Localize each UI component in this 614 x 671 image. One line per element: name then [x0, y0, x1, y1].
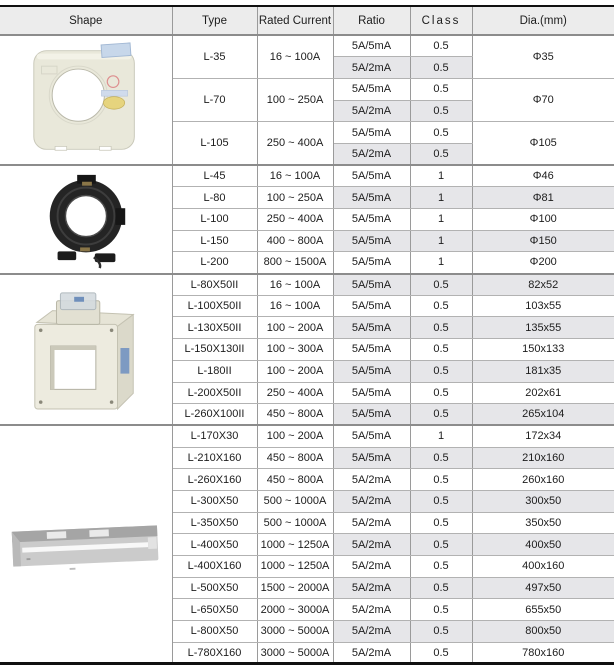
class-cell: 0.5	[410, 274, 472, 296]
header-row	[0, 6, 614, 35]
class-cell: 0.5	[410, 339, 472, 361]
rated-current-cell: 100 ~ 200A	[257, 360, 333, 382]
dia-cell: 260x160	[472, 469, 614, 491]
rated-current-cell: 250 ~ 400A	[257, 382, 333, 404]
type-cell: L-150X130II	[172, 339, 257, 361]
type-cell: L-150	[172, 230, 257, 252]
ratio-cell: 5A/5mA	[333, 360, 410, 382]
shape-cell	[0, 35, 172, 165]
rated-current-cell: 3000 ~ 5000A	[257, 621, 333, 643]
rated-current-cell: 1000 ~ 1250A	[257, 534, 333, 556]
class-cell: 1	[410, 187, 472, 209]
rated-current-cell: 16 ~ 100A	[257, 35, 333, 78]
ratio-cell: 5A/2mA	[333, 599, 410, 621]
dia-cell: 135x55	[472, 317, 614, 339]
spec-table	[0, 5, 614, 665]
rated-current-cell: 500 ~ 1000A	[257, 512, 333, 534]
type-cell: L-80	[172, 187, 257, 209]
class-cell: 0.5	[410, 534, 472, 556]
class-cell: 0.5	[410, 78, 472, 100]
dia-cell: 300x50	[472, 490, 614, 512]
shape-cell	[0, 274, 172, 426]
class-cell: 0.5	[410, 404, 472, 426]
class-cell: 0.5	[410, 469, 472, 491]
ring-ct-image	[35, 213, 137, 225]
ratio-cell: 5A/2mA	[333, 577, 410, 599]
type-cell: L-500X50	[172, 577, 257, 599]
rated-current-cell: 400 ~ 800A	[257, 230, 333, 252]
table-row	[0, 274, 614, 296]
class-cell: 1	[410, 209, 472, 231]
ratio-cell: 5A/2mA	[333, 642, 410, 664]
type-cell: L-70	[172, 78, 257, 121]
ratio-cell: 5A/5mA	[333, 165, 410, 187]
shape-cell	[0, 165, 172, 273]
dia-cell: 497x50	[472, 577, 614, 599]
dia-cell: Φ150	[472, 230, 614, 252]
ratio-cell: 5A/5mA	[333, 295, 410, 317]
class-cell: 0.5	[410, 360, 472, 382]
class-cell: 0.5	[410, 382, 472, 404]
dia-cell: Φ100	[472, 209, 614, 231]
ratio-cell: 5A/5mA	[333, 35, 410, 57]
class-cell: 0.5	[410, 490, 472, 512]
dia-cell: 210x160	[472, 447, 614, 469]
ratio-cell: 5A/5mA	[333, 317, 410, 339]
dia-cell: 780x160	[472, 642, 614, 664]
ratio-cell: 5A/2mA	[333, 469, 410, 491]
dia-cell: 150x133	[472, 339, 614, 361]
column-header-type: Type	[172, 6, 257, 35]
table-row	[0, 165, 614, 187]
class-cell: 1	[410, 165, 472, 187]
rated-current-cell: 100 ~ 200A	[257, 317, 333, 339]
shape-cell	[0, 425, 172, 664]
dia-cell: Φ35	[472, 35, 614, 78]
rated-current-cell: 800 ~ 1500A	[257, 252, 333, 274]
class-cell: 0.5	[410, 122, 472, 144]
ratio-cell: 5A/2mA	[333, 490, 410, 512]
type-cell: L-200	[172, 252, 257, 274]
box-ct-image	[23, 343, 149, 355]
dia-cell: 172x34	[472, 425, 614, 447]
column-header-shape: Shape	[0, 6, 172, 35]
dia-cell: 181x35	[472, 360, 614, 382]
rated-current-cell: 500 ~ 1000A	[257, 490, 333, 512]
rated-current-cell: 16 ~ 100A	[257, 274, 333, 296]
class-cell: 0.5	[410, 143, 472, 165]
dia-cell: 400x50	[472, 534, 614, 556]
ratio-cell: 5A/2mA	[333, 512, 410, 534]
class-cell: 0.5	[410, 100, 472, 122]
ratio-cell: 5A/5mA	[333, 382, 410, 404]
dia-cell: 800x50	[472, 621, 614, 643]
class-cell: 0.5	[410, 35, 472, 57]
dia-cell: 82x52	[472, 274, 614, 296]
type-cell: L-180II	[172, 360, 257, 382]
dia-cell: 103x55	[472, 295, 614, 317]
column-header-rated-current: Rated Current	[257, 6, 333, 35]
rated-current-cell: 450 ~ 800A	[257, 447, 333, 469]
column-header-ratio: Ratio	[333, 6, 410, 35]
ratio-cell: 5A/5mA	[333, 230, 410, 252]
rated-current-cell: 100 ~ 300A	[257, 339, 333, 361]
type-cell: L-350X50	[172, 512, 257, 534]
type-cell: L-300X50	[172, 490, 257, 512]
class-cell: 0.5	[410, 621, 472, 643]
ratio-cell: 5A/5mA	[333, 122, 410, 144]
dia-cell: 350x50	[472, 512, 614, 534]
table-row	[0, 35, 614, 57]
type-cell: L-650X50	[172, 599, 257, 621]
dia-cell: 400x160	[472, 556, 614, 578]
ratio-cell: 5A/5mA	[333, 187, 410, 209]
rated-current-cell: 2000 ~ 3000A	[257, 599, 333, 621]
ratio-cell: 5A/2mA	[333, 100, 410, 122]
ratio-cell: 5A/2mA	[333, 143, 410, 165]
ratio-cell: 5A/2mA	[333, 534, 410, 556]
rated-current-cell: 250 ~ 400A	[257, 122, 333, 165]
rated-current-cell: 16 ~ 100A	[257, 165, 333, 187]
type-cell: L-35	[172, 35, 257, 78]
type-cell: L-260X160	[172, 469, 257, 491]
type-cell: L-100	[172, 209, 257, 231]
dia-cell: 202x61	[472, 382, 614, 404]
type-cell: L-210X160	[172, 447, 257, 469]
type-cell: L-800X50	[172, 621, 257, 643]
column-header-dia: Dia.(mm)	[472, 6, 614, 35]
dia-cell: Φ105	[472, 122, 614, 165]
class-cell: 0.5	[410, 556, 472, 578]
rated-current-cell: 1000 ~ 1250A	[257, 556, 333, 578]
class-cell: 0.5	[410, 599, 472, 621]
column-header-class: Class	[410, 6, 472, 35]
ratio-cell: 5A/5mA	[333, 209, 410, 231]
rated-current-cell: 16 ~ 100A	[257, 295, 333, 317]
type-cell: L-105	[172, 122, 257, 165]
ratio-cell: 5A/2mA	[333, 621, 410, 643]
ratio-cell: 5A/5mA	[333, 404, 410, 426]
rated-current-cell: 100 ~ 250A	[257, 187, 333, 209]
class-cell: 1	[410, 425, 472, 447]
bar-ct-image	[6, 538, 166, 550]
dia-cell: 265x104	[472, 404, 614, 426]
rated-current-cell: 3000 ~ 5000A	[257, 642, 333, 664]
class-cell: 1	[410, 252, 472, 274]
class-cell: 1	[410, 230, 472, 252]
ratio-cell: 5A/5mA	[333, 274, 410, 296]
rated-current-cell: 100 ~ 200A	[257, 425, 333, 447]
ratio-cell: 5A/5mA	[333, 447, 410, 469]
class-cell: 0.5	[410, 295, 472, 317]
type-cell: L-170X30	[172, 425, 257, 447]
type-cell: L-130X50II	[172, 317, 257, 339]
class-cell: 0.5	[410, 512, 472, 534]
dia-cell: Φ81	[472, 187, 614, 209]
ratio-cell: 5A/5mA	[333, 425, 410, 447]
class-cell: 0.5	[410, 447, 472, 469]
ratio-cell: 5A/5mA	[333, 78, 410, 100]
class-cell: 0.5	[410, 642, 472, 664]
ratio-cell: 5A/5mA	[333, 339, 410, 361]
type-cell: L-100X50II	[172, 295, 257, 317]
rated-current-cell: 450 ~ 800A	[257, 404, 333, 426]
type-cell: L-45	[172, 165, 257, 187]
dia-cell: 655x50	[472, 599, 614, 621]
dia-cell: Φ46	[472, 165, 614, 187]
type-cell: L-780X160	[172, 642, 257, 664]
type-cell: L-260X100II	[172, 404, 257, 426]
ratio-cell: 5A/5mA	[333, 252, 410, 274]
dia-cell: Φ200	[472, 252, 614, 274]
type-cell: L-80X50II	[172, 274, 257, 296]
type-cell: L-200X50II	[172, 382, 257, 404]
square-ct-image	[28, 94, 144, 106]
ratio-cell: 5A/2mA	[333, 57, 410, 79]
class-cell: 0.5	[410, 317, 472, 339]
type-cell: L-400X160	[172, 556, 257, 578]
type-cell: L-400X50	[172, 534, 257, 556]
rated-current-cell: 250 ~ 400A	[257, 209, 333, 231]
ratio-cell: 5A/2mA	[333, 556, 410, 578]
class-cell: 0.5	[410, 57, 472, 79]
class-cell: 0.5	[410, 577, 472, 599]
dia-cell: Φ70	[472, 78, 614, 121]
rated-current-cell: 1500 ~ 2000A	[257, 577, 333, 599]
rated-current-cell: 100 ~ 250A	[257, 78, 333, 121]
table-row	[0, 425, 614, 447]
rated-current-cell: 450 ~ 800A	[257, 469, 333, 491]
